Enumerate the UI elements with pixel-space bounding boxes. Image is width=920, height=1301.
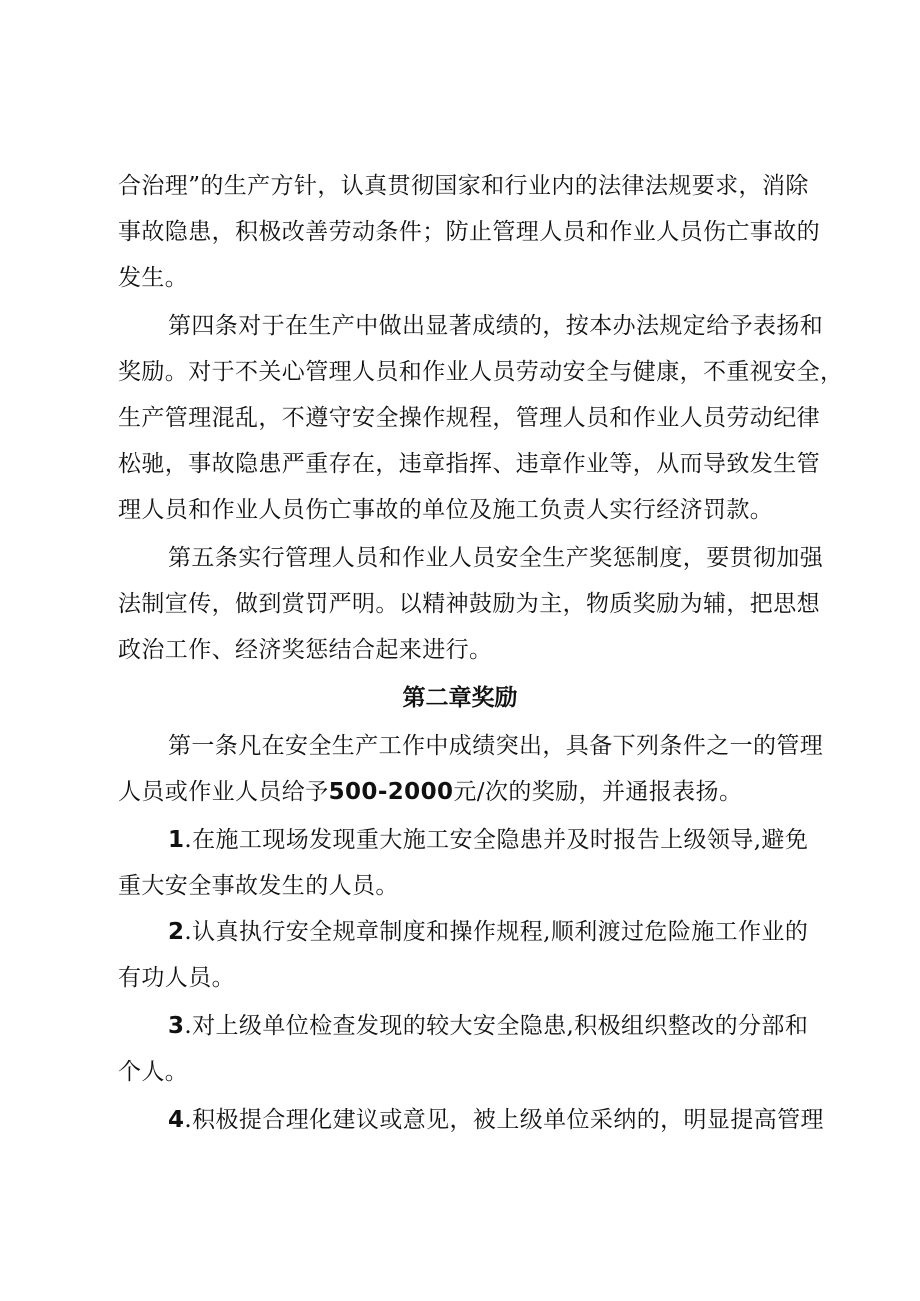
paragraph-line: 理人员和作业人员伤亡事故的单位及施工负责人实行经济罚款。 — [118, 497, 774, 523]
paragraph-line: 政治工作、经济奖惩结合起来进行。 — [118, 637, 493, 663]
paragraph-line: 个人。 — [118, 1059, 189, 1085]
text-segment: 元/次的奖励，并通报表扬。 — [453, 779, 743, 805]
list-item-2 — [168, 917, 808, 947]
article-5-line: 第五条实行管理人员和作业人员安全生产奖惩制度，要贯彻加强 — [168, 545, 824, 571]
list-text: .在施工现场发现重大施工安全隐患并及时报告上级领导,避免 — [184, 827, 809, 853]
list-number: 4 — [168, 1107, 185, 1133]
paragraph-line: 合治理”的生产方针，认真贯彻国家和行业内的法律法规要求，消除 — [118, 173, 809, 199]
list-item-1 — [168, 825, 808, 855]
paragraph-line: 发生。 — [118, 265, 189, 291]
list-text: .对上级单位检查发现的较大安全隐患,积极组织整改的分部和 — [184, 1013, 809, 1039]
paragraph-line: 有功人员。 — [118, 965, 235, 991]
text-segment: 人员或作业人员给予 — [118, 779, 329, 805]
list-text: .认真执行安全规章制度和操作规程,顺利渡过危险施工作业的 — [184, 919, 809, 945]
list-item-4 — [168, 1105, 824, 1135]
list-number: 1 — [168, 827, 185, 853]
list-item-3 — [168, 1011, 808, 1041]
paragraph-line: 奖励。对于不关心管理人员和作业人员劳动安全与健康，不重视安全， — [118, 359, 844, 385]
paragraph-line: 松驰，事故隐患严重存在，违章指挥、违章作业等，从而导致发生管 — [118, 451, 820, 477]
chapter-heading: 第二章奖励 — [402, 685, 518, 711]
list-number: 2 — [168, 919, 185, 945]
list-text: .积极提合理化建议或意见，被上级单位采纳的，明显提高管理 — [184, 1107, 824, 1133]
article-4-line: 第四条对于在生产中做出显著成绩的，按本办法规定给予表扬和 — [168, 313, 824, 339]
paragraph-line: 事故隐患，积极改善劳动条件；防止管理人员和作业人员伤亡事故的 — [118, 219, 820, 245]
list-number: 3 — [168, 1013, 185, 1039]
paragraph-line — [118, 777, 742, 807]
paragraph-line: 重大安全事故发生的人员。 — [118, 873, 399, 899]
paragraph-line: 生产管理混乱，不遵守安全操作规程，管理人员和作业人员劳动纪律 — [118, 405, 820, 431]
article-1-line: 第一条凡在安全生产工作中成绩突出，具备下列条件之一的管理 — [168, 733, 824, 759]
paragraph-line: 法制宣传，做到赏罚严明。以精神鼓励为主，物质奖励为辅，把思想 — [118, 591, 820, 617]
reward-amount: 500-2000 — [328, 779, 454, 805]
